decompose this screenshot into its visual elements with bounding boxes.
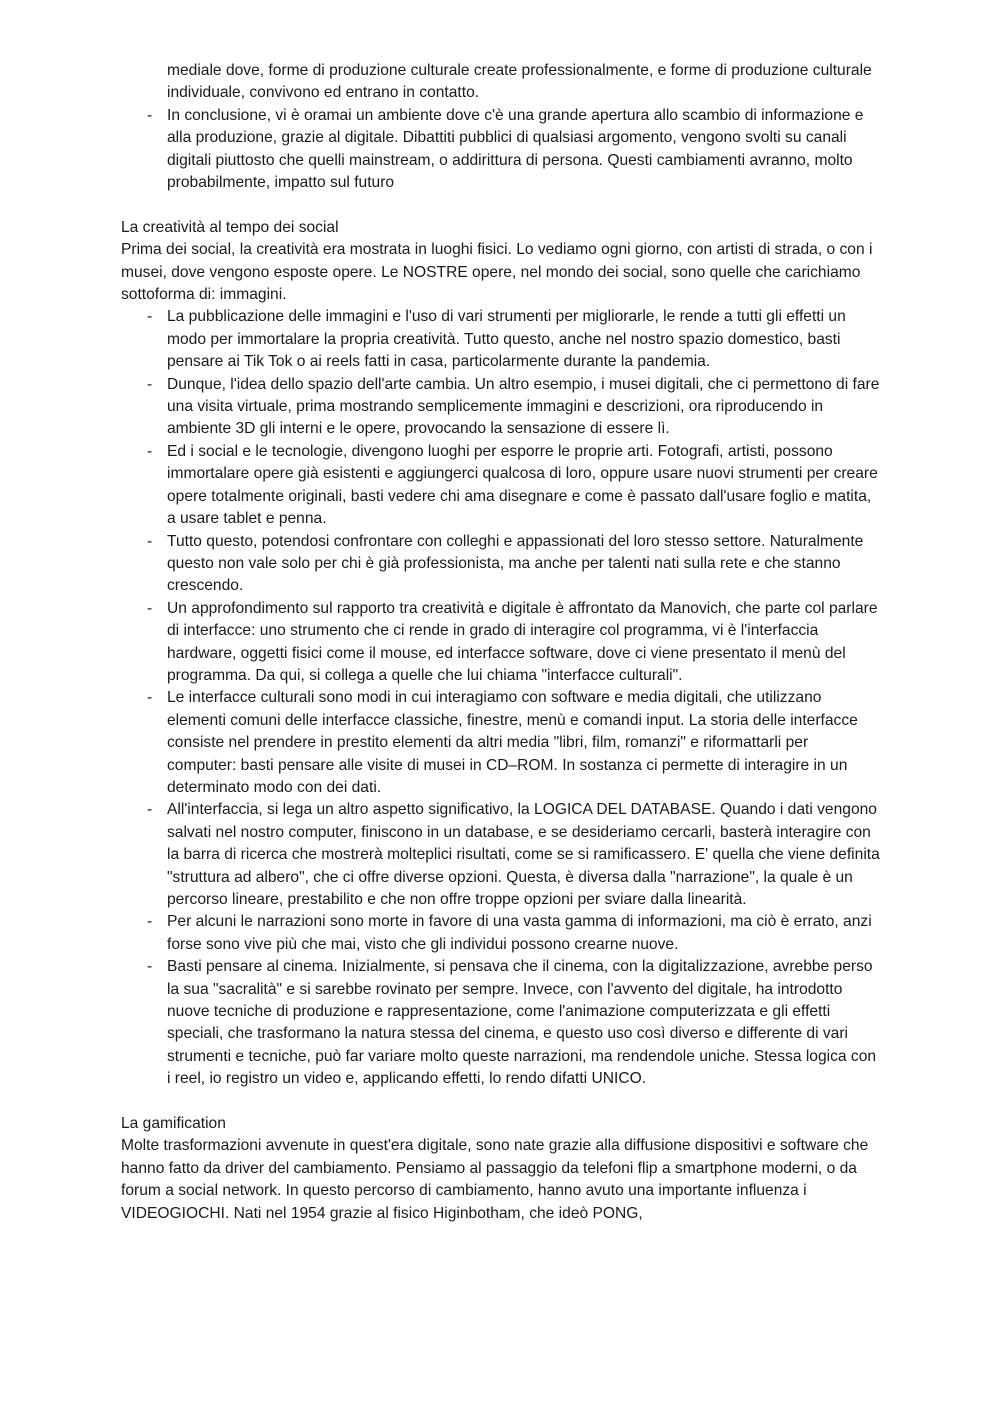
list-item: - Un approfondimento sul rapporto tra creatività e digitale è affrontato da Manovich, che parte col parlare di interfacce: uno strumento che ci rende in grado di interagire col programma, vi è l'interfaccia hardware, oggetti fisici come il mouse, ed interfacce software, dove ci viene presentato il menù del programma. Da qui, si collega a quelle che lui chiama "interfacce culturali".: [121, 598, 881, 688]
list-item: - Per alcuni le narrazioni sono morte in favore di una vasta gamma di informazioni, ma ciò è errato, anzi forse sono vive più che mai, visto che gli individui possono crearne nuove.: [121, 911, 881, 956]
list-item: - Tutto questo, potendosi confrontare con colleghi e appassionati del loro stesso settore. Naturalmente questo non vale solo per chi è già professionista, ma anche per talenti nati sulla rete e che stanno crescendo.: [121, 531, 881, 598]
section-paragraph-creativita: Prima dei social, la creatività era mostrata in luoghi fisici. Lo vediamo ogni giorno, con artisti di strada, o con i musei, dove vengono esposte opere. Le NOSTRE opere, nel mondo dei social, sono quelle che carichiamo sottoforma di: immagini.: [121, 241, 873, 304]
document-page: [121, 60, 881, 1225]
section-heading-creativita: La creatività al tempo dei social: [121, 218, 339, 236]
list-item: - In conclusione, vi è oramai un ambiente dove c'è una grande apertura allo scambio di informazione e alla produzione, grazie al digitale. Dibattiti pubblici di qualsiasi argomento, vengono svolti su canali digitali piuttosto che quelli mainstream, o addirittura di persona. Questi cambiamenti avranno, molto probabilmente, impatto sul futuro: [121, 105, 881, 195]
list-item: - Dunque, l'idea dello spazio dell'arte cambia. Un altro esempio, i musei digitali, che ci permettono di fare una visita virtuale, prima mostrando semplicemente immagini e descrizioni, ora riproducendo in ambiente 3D gli interni e le opere, provocando la sensazione di essere lì.: [121, 374, 881, 441]
spacer: [121, 1091, 881, 1113]
list-item: - All'interfaccia, si lega un altro aspetto significativo, la LOGICA DEL DATABASE. Quando i dati vengono salvati nel nostro computer, finiscono in un database, e se desideriamo cercarli, basterà interagire con la barra di ricerca che mostrerà molteplici risultati, come se si ramificassero. E' quella che viene definita "struttura ad albero", che ci offre diverse opzioni. Questa, è diversa dalla "narrazione", la quale è un percorso lineare, prestabilito e che non offre troppe opzioni per sviare dalla linearità.: [121, 799, 881, 911]
intro-bullet-list: [121, 105, 881, 195]
section-paragraph-gamification: Molte trasformazioni avvenute in quest'era digitale, sono nate grazie alla diffusione dispositivi e software che hanno fatto da driver del cambiamento. Pensiamo al passaggio da telefoni flip a smartphone moderni, o da forum a social network. In questo percorso di cambiamento, hanno avuto una importante influenza i VIDEOGIOCHI. Nati nel 1954 grazie al fisico Higinbotham, che ideò PONG,: [121, 1137, 869, 1222]
list-item: - La pubblicazione delle immagini e l'uso di vari strumenti per migliorarle, le rende a tutti gli effetti un modo per immortalare la propria creatività. Tutto questo, anche nel nostro spazio domestico, basti pensare ai Tik Tok o ai reels fatti in casa, particolarmente durante la pandemia.: [121, 306, 881, 373]
creativita-bullet-list: [121, 306, 881, 1090]
list-item: - Basti pensare al cinema. Inizialmente, si pensava che il cinema, con la digitalizzazione, avrebbe perso la sua "sacralità" e si sarebbe rovinato per sempre. Invece, con l'avvento del digitale, ha introdotto nuove tecniche di produzione e rappresentazione, come l'animazione computerizzata e gli effetti speciali, che trasformano la natura stessa del cinema, e questo uso così diverso e differente di vari strumenti e tecniche, può far variare molto queste narrazioni, ma rendendole uniche. Stessa logica con i reel, io registro un video e, applicando effetti, lo rendo difatti UNICO.: [121, 956, 881, 1090]
section-heading-gamification: La gamification: [121, 1115, 226, 1133]
list-item: - Le interfacce culturali sono modi in cui interagiamo con software e media digitali, che utilizzano elementi comuni delle interfacce classiche, finestre, menù e comandi input. La storia delle interfacce consiste nel prendere in prestito elementi da altri media "libri, film, romanzi" e riformattarli per computer: basti pensare alle visite di musei in CD–ROM. In sostanza ci permette di interagire in un determinato modo con dei dati.: [121, 687, 881, 799]
continuation-paragraph: mediale dove, forme di produzione culturale create professionalmente, e forme di produzione culturale individuale, convivono ed entrano in contatto.: [167, 62, 872, 102]
list-item: - Ed i social e le tecnologie, divengono luoghi per esporre le proprie arti. Fotografi, artisti, possono immortalare opere già esistenti e aggiungerci qualcosa di loro, oppure usare nuovi strumenti per creare opere totalmente originali, basti vedere chi ama disegnare e come è passato dall'usare foglio e matita, a usare tablet e penna.: [121, 441, 881, 531]
spacer: [121, 194, 881, 216]
